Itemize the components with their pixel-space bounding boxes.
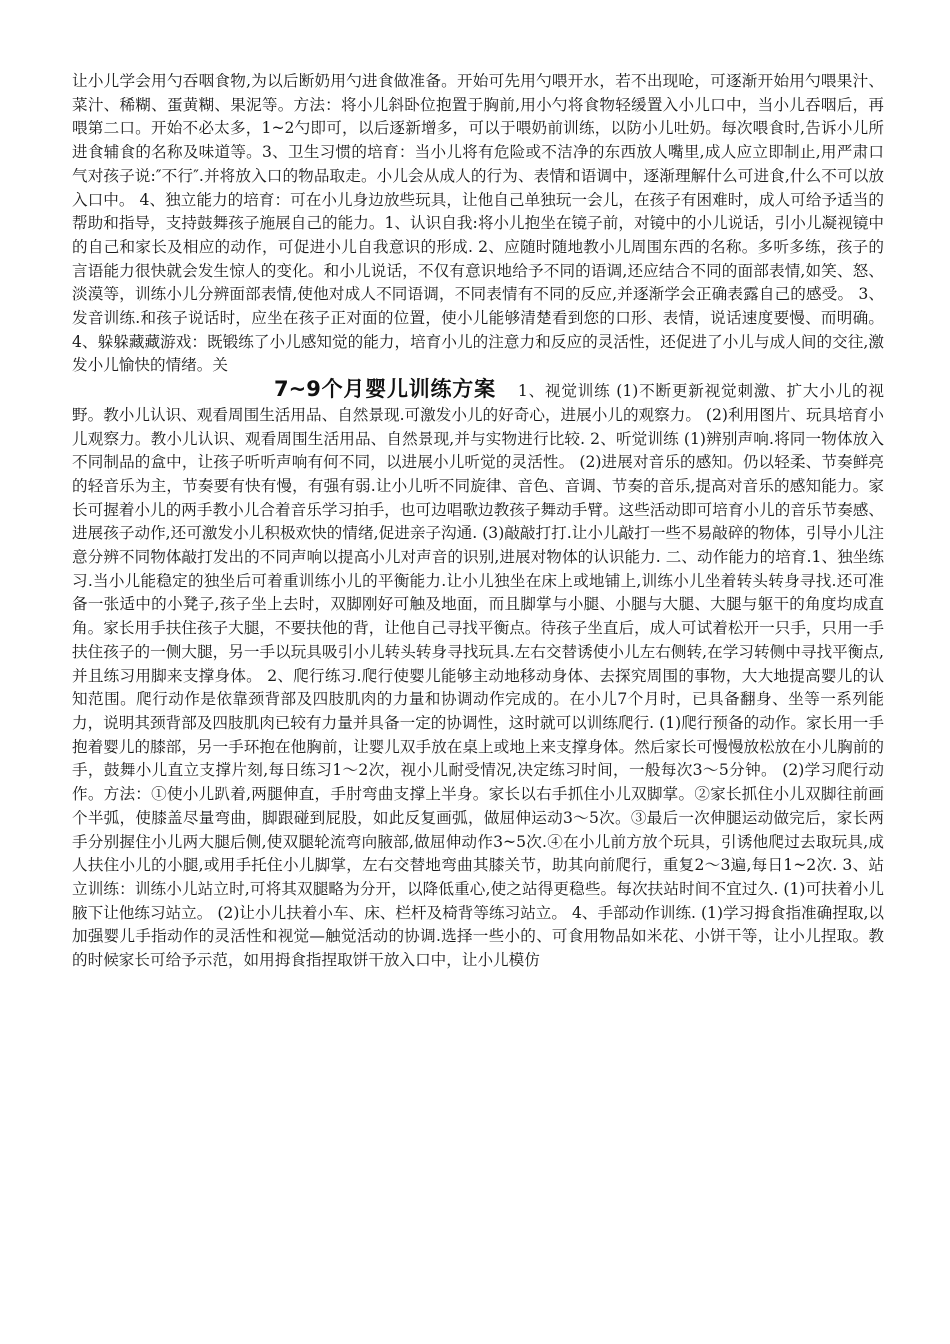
document-page: [72, 70, 884, 973]
section-body: 1、视觉训练 (1)不断更新视觉刺激、扩大小儿的视野。教小儿认识、观看周围生活用品、自然景现.可激发小儿的好奇心，进展小儿的观察力。 (2)利用图片、玩具培育小儿观察力。教小儿认识、观看周围生活用品、自然景现,并与实物进行比较. 2、听觉训练 (1)辨别声响.将同一物体放入不同制品的盒中，让孩子听听声响有何不同，以进展小儿听觉的灵活性。 (2)进展对音乐的感知。仍以轻柔、节奏鲜亮的轻音乐为主，节奏要有快有慢，有强有弱.让小儿听不同旋律、音色、音调、节奏的音乐,提高对音乐的感知能力。家长可握着小儿的两手教小儿合着音乐学习拍手，也可边唱歌边教孩子舞动手臂。这些活动即可培育小儿的音乐节奏感、进展孩子动作,还可激发小儿积极欢快的情绪,促进亲子沟通. (3)敲敲打打.让小儿敲打一些不易敲碎的物体，引导小儿注意分辨不同物体敲打发出的不同声响以提高小儿对声音的识别,进展对物体的认识能力. 二、动作能力的培育.1、独坐练习.当小儿能稳定的独坐后可着重训练小儿的平衡能力.让小儿独坐在床上或地铺上,训练小儿坐着转头转身寻找.还可准备一张适中的小凳子,孩子坐上去时，双脚刚好可触及地面，而且脚掌与小腿、小腿与大腿、大腿与躯干的角度均成直角。家长用手扶住孩子大腿，不要扶他的背，让他自己寻找平衡点。待孩子坐直后，成人可试着松开一只手，只用一手扶住孩子的一侧大腿，另一手以玩具吸引小儿转头转身寻找玩具.左右交替诱使小儿左右侧转,在学习转侧中寻找平衡点,并且练习用脚来支撑身体。 2、爬行练习.爬行使婴儿能够主动地移动身体、去探究周围的事物，大大地提高婴儿的认知范围。爬行动作是依靠颈背部及四肢肌肉的力量和协调动作完成的。在小儿7个月时，已具备翻身、坐等一系列能力，说明其颈背部及四肢肌肉已较有力量并具备一定的协调性，这时就可以训练爬行. (1)爬行预备的动作。家长用一手抱着婴儿的膝部，另一手环抱在他胸前，让婴儿双手放在桌上或地上来支撑身体。然后家长可慢慢放松放在小儿胸前的手，鼓舞小儿直立支撑片刻,每日练习1～2次，视小儿耐受情况,决定练习时间，一般每次3～5分钟。 (2)学习爬行动作。方法：①使小儿趴着,两腿伸直，手肘弯曲支撑上半身。家长以右手抓住小儿双脚掌。②家长抓住小儿双脚往前画个半弧，使膝盖尽量弯曲，脚跟碰到屁股，如此反复画弧，做屈伸运动3～5次。③最后一次伸腿运动做完后，家长两手分别握住小儿两大腿后侧,使双腿轮流弯向腋部,做屈伸动作3~5次.④在小儿前方放个玩具，引诱他爬过去取玩具,成人扶住小儿的小腿,或用手托住小儿脚掌，左右交替地弯曲其膝关节，助其向前爬行，重复2～3遍,每日1~2次. 3、站立训练：训练小儿站立时,可将其双腿略为分开，以降低重心,使之站得更稳些。每次扶站时间不宜过久. (1)可扶着小儿腋下让他练习站立。 (2)让小儿扶着小车、床、栏杆及椅背等练习站立。 4、手部动作训练. (1)学习拇食指准确捏取,以加强婴儿手指动作的灵活性和视觉—触觉活动的协调.选择一些小的、可食用物品如米花、小饼干等，让小儿捏取。教的时候家长可给予示范，如用拇食指捏取饼干放入口中，让小儿模仿: [72, 382, 884, 970]
body-paragraph-top: 让小儿学会用勺吞咽食物,为以后断奶用勺进食做准备。开始可先用勺喂开水，若不出现呛，可逐渐开始用勺喂果汁、菜汁、稀糊、蛋黄糊、果泥等。方法：将小儿斜卧位抱置于胸前,用小勺将食物轻缓置入小儿口中，当小儿吞咽后，再喂第二口。开始不必太多，1~2勺即可，以后逐新增多，可以于喂奶前训练，以防小儿吐奶。每次喂食时,告诉小儿所进食辅食的名称及味道等。3、卫生习惯的培育：当小儿将有危险或不洁净的东西放人嘴里,成人应立即制止,用严肃口气对孩子说:″不行″.并将放入口的物品取走。小儿会从成人的行为、表情和语调中，逐渐理解什么可进食,什么不可以放入口中。 4、独立能力的培育：可在小儿身边放些玩具，让他自己单独玩一会儿，在孩子有困难时，成人可给予适当的帮助和指导，支持鼓舞孩子施展自己的能力。1、认识自我:将小儿抱坐在镜子前，对镜中的小儿说话，引小儿凝视镜中的自己和家长及相应的动作，可促进小儿自我意识的形成. 2、应随时随地教小儿周围东西的名称。多听多练，孩子的言语能力很快就会发生惊人的变化。和小儿说话，不仅有意识地给予不同的语调,还应结合不同的面部表情,如笑、怒、淡漠等，训练小儿分辨面部表情,使他对成人不同语调，不同表情有不同的反应,并逐渐学会正确表露自己的感受。 3、发音训练.和孩子说话时，应坐在孩子正对面的位置，使小儿能够清楚看到您的口形、表情，说话速度要慢、而明确。 4、躲躲藏藏游戏：既锻练了小儿感知觉的能力，培育小儿的注意力和反应的灵活性，还促进了小儿与成人间的交往,激发小儿愉快的情绪。关: [72, 72, 884, 375]
section-paragraph: [72, 378, 884, 973]
section-title: 7~9个月婴儿训练方案: [274, 377, 496, 402]
